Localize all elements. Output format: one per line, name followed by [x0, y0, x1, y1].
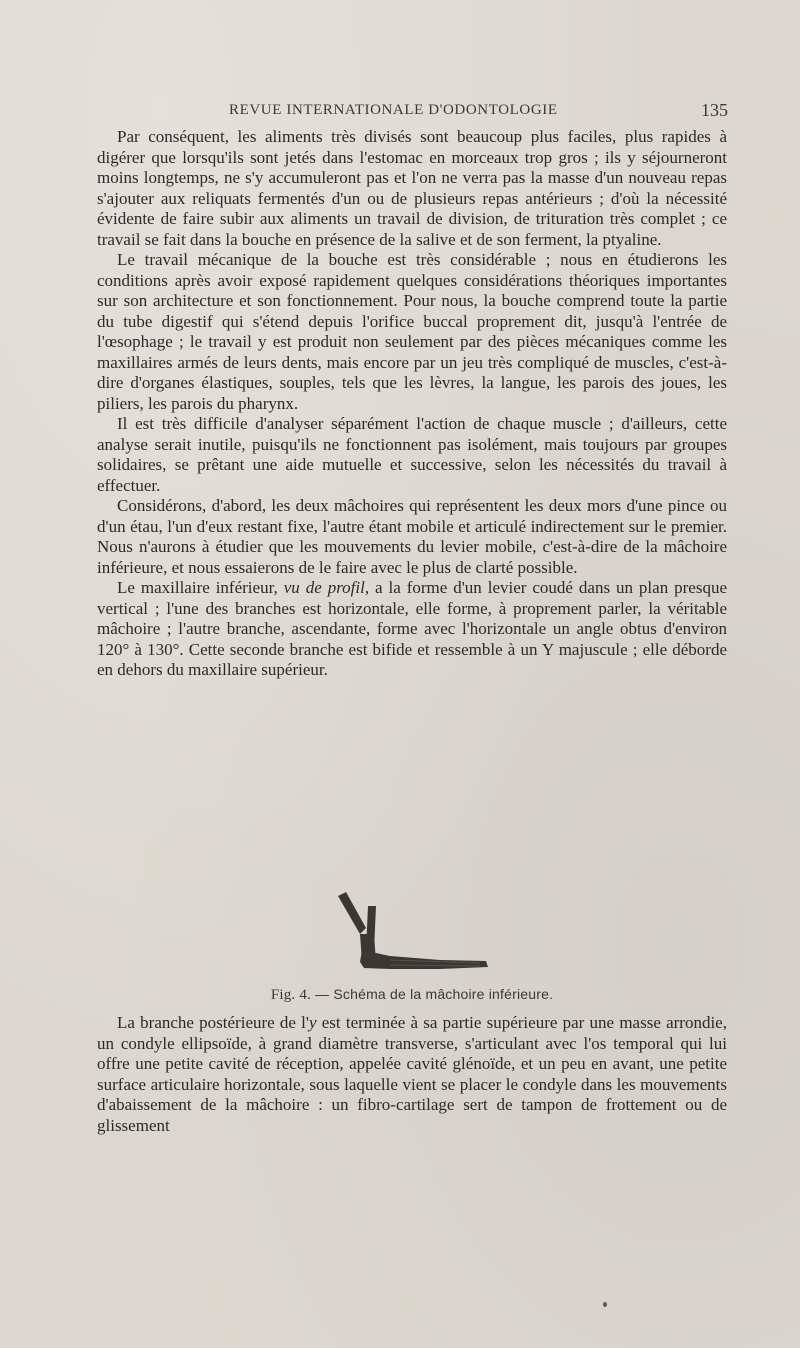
- figure-label: Fig. 4.: [270, 987, 311, 1003]
- paragraph-travail-mecanique: Le travail mécanique de la bouche est très considérable ; nous en étudierons les conditions après avoir exposé rapidement quelques considérations théoriques importantes sur son architecture et son fonctionnement. Pour nous, la bouche comprend toute la partie du tube digestif qui s'étend depuis l'orifice buccal proprement dit, jusqu'à l'entrée de l'œsophage ; le travail y est produit non seulement par des pièces mécaniques comme les maxillaires armés de leurs dents, mais encore par un jeu très compliqué de muscles, c'est-à-dire d'organes élastiques, souples, tels que les lèvres, la langue, les parois des joues, les piliers, les parois du pharynx.: [97, 250, 727, 413]
- paragraph-branche-posterieure: La branche postérieure de l'y est terminée à sa partie supérieure par une masse arrondie, un condyle ellipsoïde, à grand diamètre transverse, s'articulant avec l'os temporal qui lui offre une petite cavité de réception, appelée cavité glénoïde, et un peu en avant, une petite surface articulaire horizontale, sous laquelle vient se placer le condyle dans les mouvements d'abaissement de la mâchoire : un fibro-cartilage sert de tampon de frottement ou de glissement: [97, 1013, 727, 1135]
- paragraph-aliments: Par conséquent, les aliments très divisés sont beaucoup plus faciles, plus rapides à digérer que lorsqu'ils sont jetés dans l'estomac en morceaux trop gros ; ils y séjourneront moins longtemps, ne s'y accumuleront pas et l'on ne verra pas la masse d'un nouveau repas s'ajouter aux reliquats fermentés d'un ou de plusieurs repas antérieurs ; d'où la nécessité évidente de faire subir aux aliments un travail de division, de trituration très complet ; ce travail se fait dans la bouche en présence de la salive et de son ferment, la ptyaline.: [97, 127, 727, 249]
- jaw-schema-drawing: [338, 892, 488, 969]
- ink-speck: [603, 1302, 607, 1307]
- figure-caption-text: — Schéma de la mâchoire inférieure.: [310, 986, 554, 1002]
- jaw-schema-figure: [330, 888, 490, 978]
- paragraph-deux-machoires: Considérons, d'abord, les deux mâchoires qui représentent les deux mors d'une pince ou d'un étau, l'un d'eux restant fixe, l'autre étant mobile et articulé indirectement sur le premier. Nous n'aurons à étudier que les mouvements du levier mobile, c'est-à-dire de la mâchoire inférieure, et nous essaierons de le faire avec le plus de clarté possible.: [97, 496, 727, 577]
- journal-title: REVUE INTERNATIONALE D'ODONTOLOGIE: [229, 102, 558, 118]
- italic-vu-de-profil: vu de profil: [283, 578, 365, 597]
- body-text-bottom: [97, 1013, 727, 1136]
- page-number: 135: [701, 100, 728, 120]
- figure-caption: [97, 986, 727, 1004]
- italic-y: y: [308, 1013, 317, 1032]
- running-head: [96, 100, 728, 124]
- body-text-top: [97, 127, 727, 681]
- paragraph-maxillaire-inferieur: Le maxillaire inférieur, vu de profil, a la forme d'un levier coudé dans un plan presque vertical ; l'une des branches est horizontale, elle forme, à proprement parler, la véritable mâchoire ; l'autre branche, ascendante, forme avec l'horizontale un angle obtus d'environ 120° à 130°. Cette seconde branche est bifide et ressemble à un Y majuscule ; elle déborde en dehors du maxillaire supérieur.: [97, 578, 727, 679]
- paragraph-analyse-muscles: Il est très difficile d'analyser séparément l'action de chaque muscle ; d'ailleurs, cette analyse serait inutile, puisqu'ils ne fonctionnent pas isolément, mais toujours par groupes solidaires, se prêtant une aide mutuelle et successive, selon les nécessités du travail à effectuer.: [97, 414, 727, 495]
